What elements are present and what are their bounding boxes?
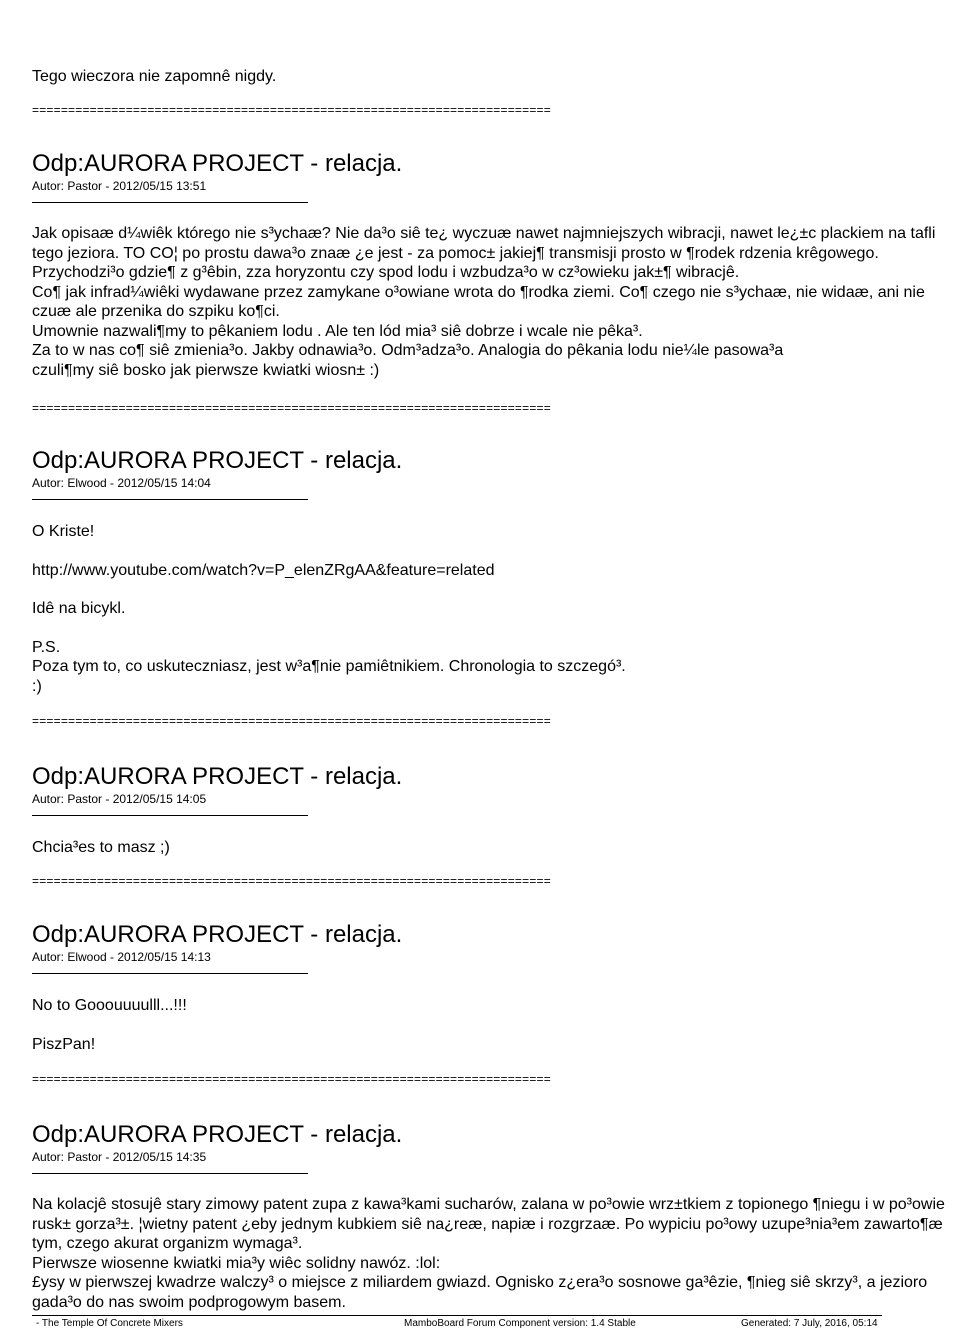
post-divider — [32, 499, 308, 500]
post-body — [32, 838, 957, 858]
post-paragraph: Umownie nazwali¶my to pêkaniem lodu . Ale ten lód mia³ siê dobrze i wcale nie pêka³. — [32, 322, 643, 340]
post-paragraph: PiszPan! — [32, 1035, 96, 1053]
separator-line: ======================================================================== — [32, 714, 551, 728]
post-title: Odp:AURORA PROJECT - relacja. — [32, 763, 403, 790]
forum-post — [32, 763, 957, 858]
separator-line: ======================================================================== — [32, 103, 551, 117]
post-author: Autor: Elwood - 2012/05/15 14:13 — [32, 950, 211, 964]
post-divider — [32, 1173, 308, 1174]
footer-generated-date: Generated: 7 July, 2016, 05:14 — [741, 1318, 878, 1329]
post-paragraph: Co¶ jak infrad¼wiêki wydawane przez zamykane o³owiane wrota do ¶rodka ziemi. Co¶ czego nie s³ychaæ, nie widaæ, ani nie czuæ ale przenika do szpiku ko¶ci. — [32, 283, 925, 320]
separator-line: ======================================================================== — [32, 401, 551, 415]
post-title: Odp:AURORA PROJECT - relacja. — [32, 150, 403, 177]
intro-line: Tego wieczora nie zapomnê nigdy. — [32, 68, 277, 85]
post-paragraph: Chcia³es to masz ;) — [32, 839, 170, 856]
post-paragraph: Poza tym to, co uskuteczniasz, jest w³a¶nie pamiêtnikiem. Chronologia to szczegó³. — [32, 658, 626, 675]
forum-post — [32, 447, 957, 696]
post-author: Autor: Elwood - 2012/05/15 14:04 — [32, 476, 211, 490]
page-footer — [0, 1317, 960, 1332]
separator-line: ======================================================================== — [32, 874, 551, 888]
post-divider — [32, 202, 308, 203]
post-body — [32, 224, 957, 380]
post-paragraph: Idê na bicykl. — [32, 600, 126, 617]
post-divider — [32, 815, 308, 816]
post-paragraph: £ysy w pierwszej kwadrze walczy³ o miejsce z miliardem gwiazd. Ognisko z¿era³o sosnowe ga³êzie, ¶nieg siê skrzy³, a jezioro gada³o do nas swoim podprogowym basem. — [32, 1274, 928, 1311]
post-author: Autor: Pastor - 2012/05/15 14:35 — [32, 1150, 207, 1164]
post-paragraph: Za to w nas co¶ siê zmienia³o. Jakby odnawia³o. Odm³adza³o. Analogia do pêkania lodu nie¼le pasowa³a — [32, 342, 784, 359]
post-paragraph: O Kriste! — [32, 523, 95, 540]
post-body — [32, 996, 957, 1054]
post-body — [32, 522, 957, 696]
post-paragraph: Na kolacjê stosujê stary zimowy patent zupa z kawa³kami sucharów, zalana w po³owie wrz±tkiem z topionego ¶niegu i w po³owie rusk± gorza³±. ¦wietny patent ¿eby jednym kubkiem siê na¿reæ, napiæ i rozgrzaæ. Po wypiciu po³owy uzupe³nia³em zawarto¶æ tym, czego akurat organizm wymaga³. — [32, 1196, 945, 1252]
post-paragraph: Pierwsze wiosenne kwiatki mia³y wiêc solidny nawóz. :lol: — [32, 1254, 441, 1272]
post-paragraph: czuli¶my siê bosko jak pierwsze kwiatki wiosn± :) — [32, 361, 380, 379]
forum-post — [32, 921, 957, 1054]
post-divider — [32, 973, 308, 974]
footer-site-name: - The Temple Of Concrete Mixers — [36, 1318, 183, 1329]
forum-post — [32, 150, 957, 380]
post-paragraph: P.S. — [32, 638, 61, 656]
post-title: Odp:AURORA PROJECT - relacja. — [32, 921, 403, 948]
post-paragraph: Jak opisaæ d¼wiêk którego nie s³ychaæ? Nie da³o siê te¿ wyczuæ nawet najmniejszych wibracji, nawet le¿±c plackiem na tafli tego jeziora. TO CO¦ po prostu dawa³o znaæ ¿e jest - za pomoc± jakiej¶ transmisji prosto w ¶rodek rdzenia krêgowego. Przychodzi³o gdzie¶ z g³êbin, zza horyzontu czy spod lodu i wzbudza³o w cz³owieku jak±¶ wibracjê. — [32, 225, 936, 281]
post-author: Autor: Pastor - 2012/05/15 14:05 — [32, 792, 207, 806]
footer-component-version: MamboBoard Forum Component version: 1.4 Stable — [404, 1318, 636, 1329]
post-paragraph: :) — [32, 677, 42, 695]
post-title: Odp:AURORA PROJECT - relacja. — [32, 1121, 403, 1148]
separator-line: ======================================================================== — [32, 1072, 551, 1086]
forum-post — [32, 1121, 957, 1312]
post-body — [32, 1195, 957, 1312]
post-author: Autor: Pastor - 2012/05/15 13:51 — [32, 179, 207, 193]
footer-divider — [32, 1315, 882, 1316]
post-title: Odp:AURORA PROJECT - relacja. — [32, 447, 403, 474]
post-link[interactable]: http://www.youtube.com/watch?v=P_elenZRgAA&feature=related — [32, 561, 495, 579]
post-paragraph: No to Gooouuuulll...!!! — [32, 997, 187, 1014]
